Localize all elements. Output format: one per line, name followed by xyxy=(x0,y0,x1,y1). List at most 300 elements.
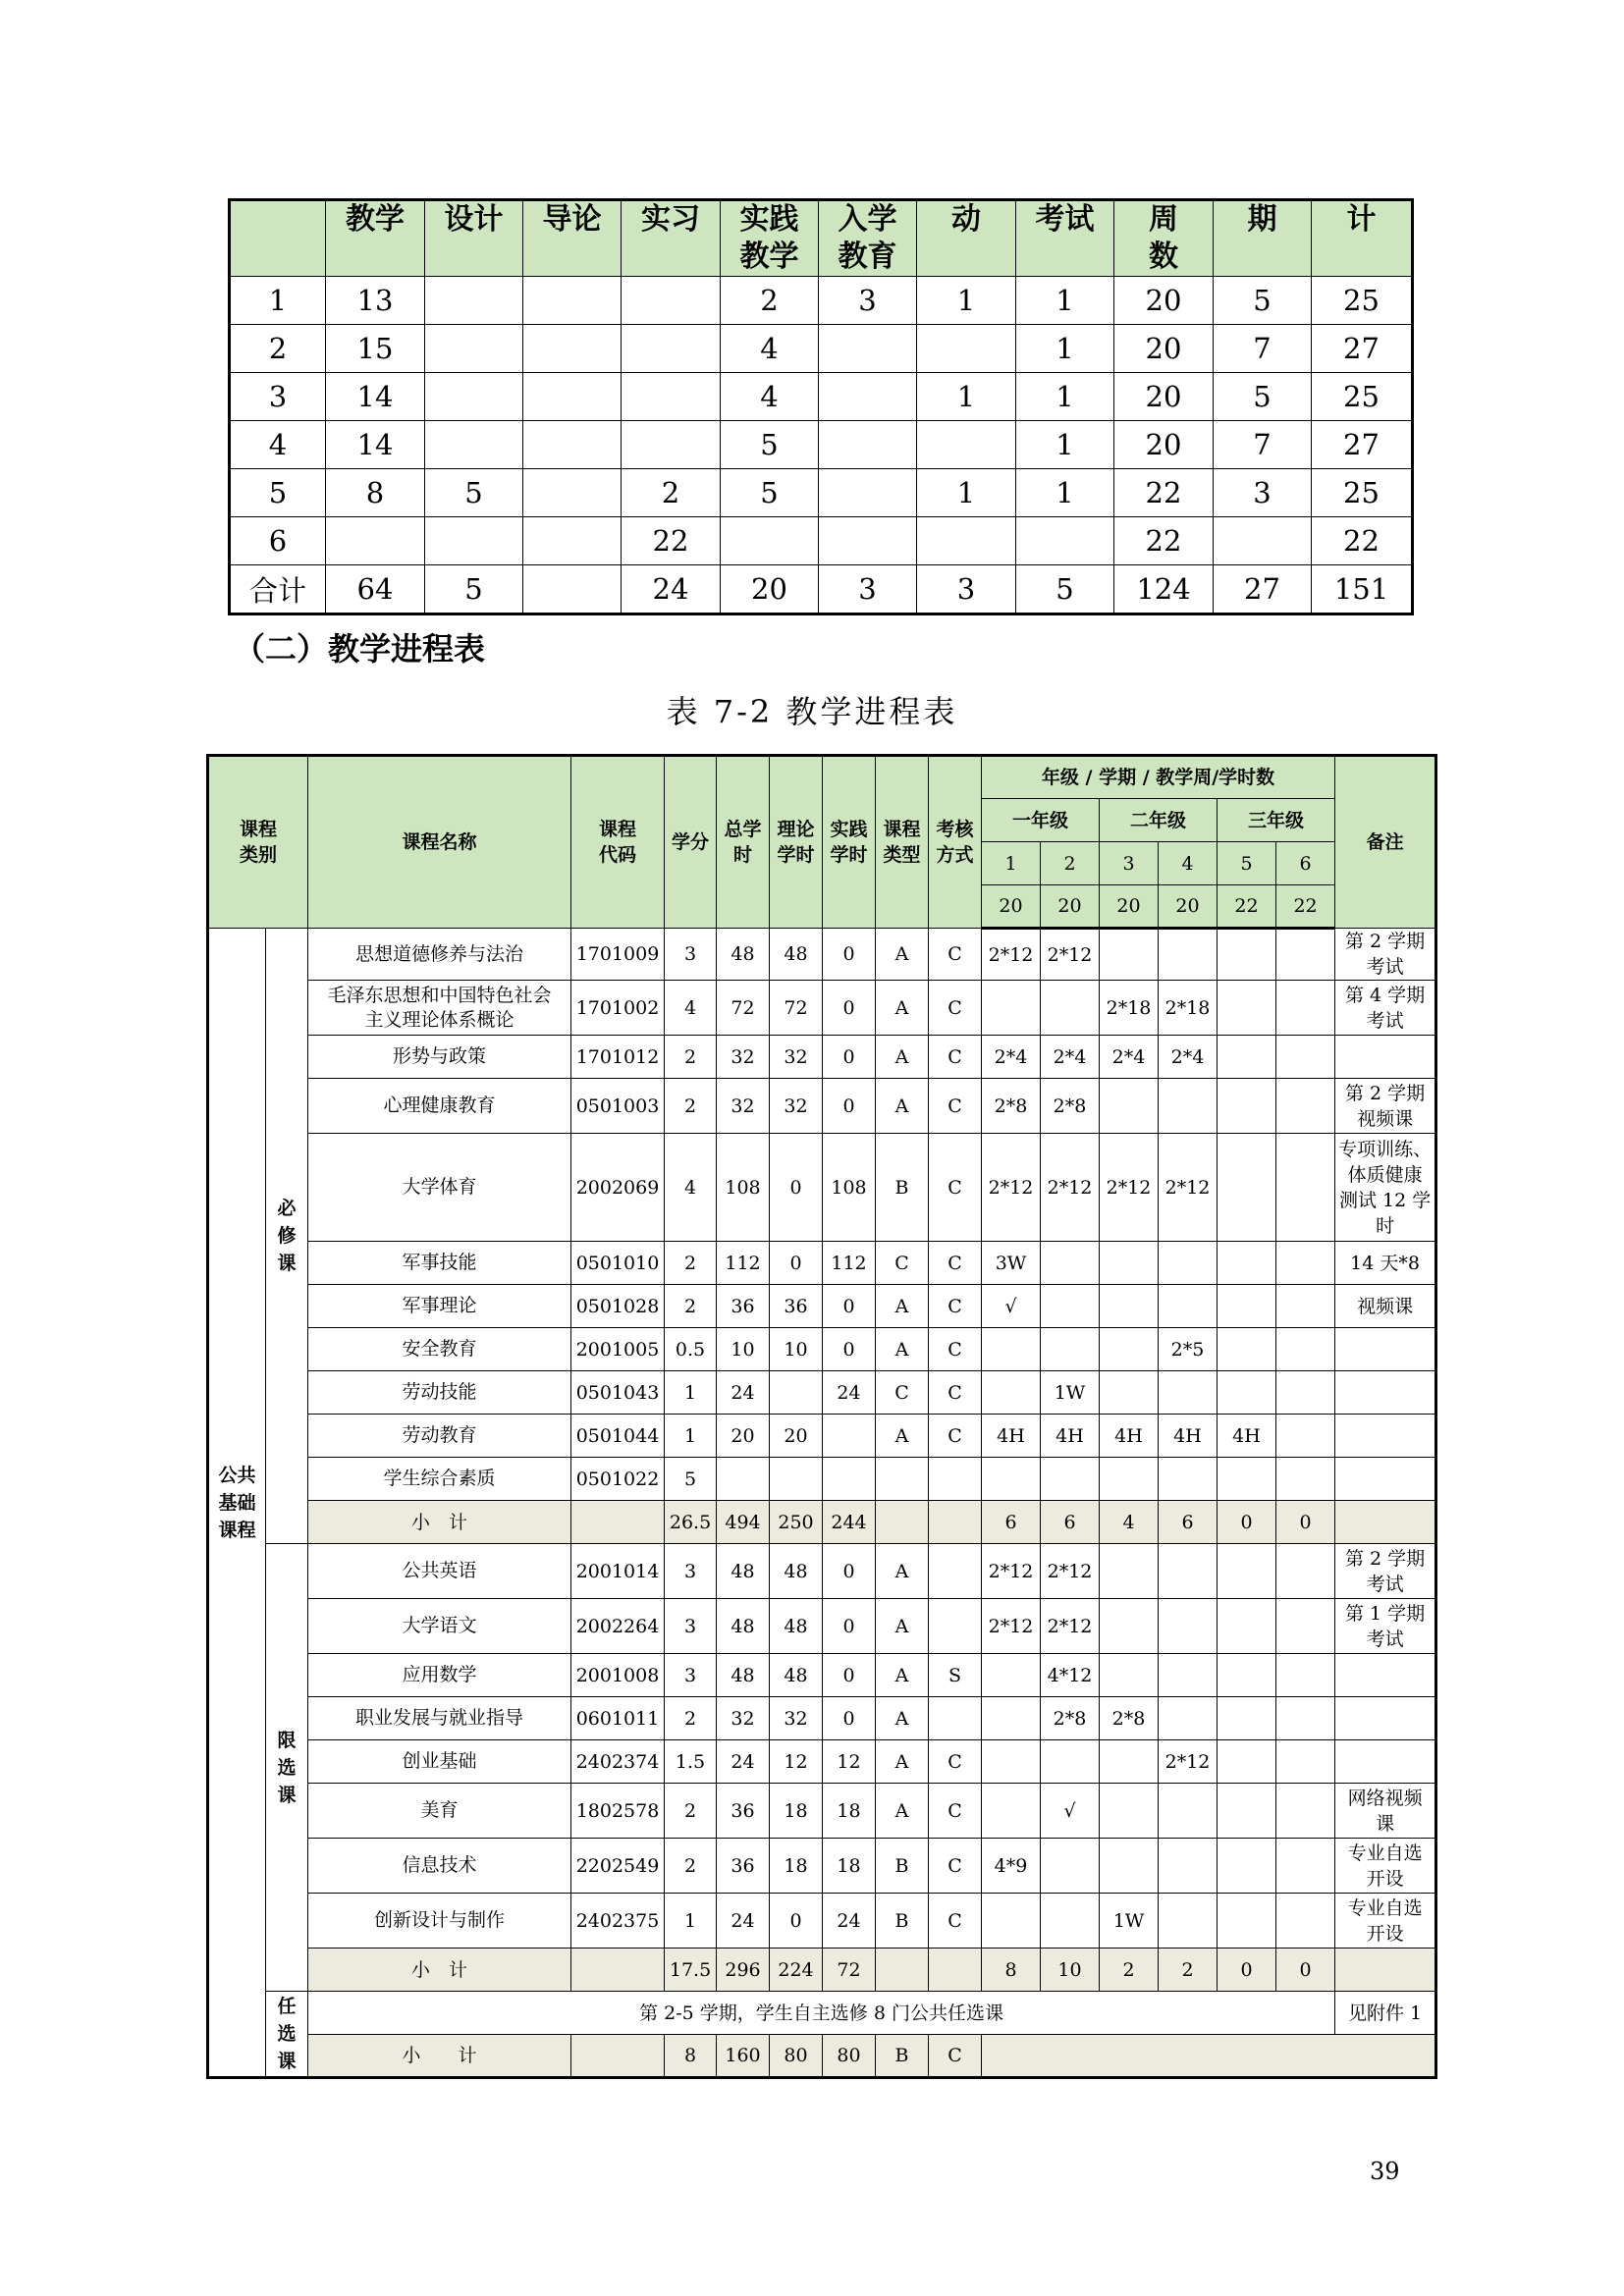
course-cell: 32 xyxy=(770,1697,823,1740)
header-weeks: 20 xyxy=(1041,885,1100,929)
subtotal-cell: 250 xyxy=(770,1501,823,1544)
course-cell: 0 xyxy=(823,1544,876,1599)
group-limited: 限 选 课 xyxy=(266,1544,308,1992)
course-cell xyxy=(929,1544,982,1599)
course-cell xyxy=(1218,1839,1276,1894)
course-cell xyxy=(1100,1599,1159,1654)
course-name: 安全教育 xyxy=(308,1328,571,1371)
course-code: 2402375 xyxy=(571,1894,665,1949)
course-row xyxy=(208,1839,1436,1894)
subtotal-cell: 296 xyxy=(717,1949,770,1992)
course-cell: A xyxy=(876,1036,929,1079)
section-heading: （二）教学进程表 xyxy=(234,630,486,667)
subtotal-cell: 6 xyxy=(1041,1501,1100,1544)
course-name: 毛泽东思想和中国特色社会 主义理论体系概论 xyxy=(308,981,571,1036)
week-table-cell: 1 xyxy=(1016,421,1114,469)
course-cell xyxy=(1276,1839,1335,1894)
course-cell xyxy=(1218,1285,1276,1328)
course-cell: A xyxy=(876,981,929,1036)
group-elective: 任 选 课 xyxy=(266,1992,308,2078)
course-cell: 2 xyxy=(665,1839,717,1894)
course-note: 第 2 学期 视频课 xyxy=(1335,1079,1436,1134)
course-cell: 2*4 xyxy=(982,1036,1041,1079)
course-cell: 48 xyxy=(770,1544,823,1599)
course-cell: C xyxy=(929,1784,982,1839)
course-note: 专业自选 开设 xyxy=(1335,1894,1436,1949)
course-cell xyxy=(1218,929,1276,981)
week-table-cell: 5 xyxy=(1016,565,1114,614)
header-semester: 2 xyxy=(1041,842,1100,885)
course-note xyxy=(1335,1740,1436,1784)
week-table-cell xyxy=(622,373,721,421)
week-table-cell: 20 xyxy=(1114,277,1214,325)
course-cell: 2*12 xyxy=(982,929,1041,981)
week-table-cell: 2 xyxy=(622,469,721,517)
course-name: 创业基础 xyxy=(308,1740,571,1784)
subtotal-cell: 224 xyxy=(770,1949,823,1992)
course-cell: 48 xyxy=(717,1544,770,1599)
course-code: 2402374 xyxy=(571,1740,665,1784)
course-cell: 0 xyxy=(770,1134,823,1242)
course-cell: A xyxy=(876,1544,929,1599)
course-cell: B xyxy=(876,1134,929,1242)
course-cell: 0.5 xyxy=(665,1328,717,1371)
week-table-cell: 14 xyxy=(326,373,425,421)
week-table-cell: 25 xyxy=(1312,277,1413,325)
course-code: 0501043 xyxy=(571,1371,665,1415)
course-cell: 2*12 xyxy=(1100,1134,1159,1242)
course-cell: 20 xyxy=(717,1415,770,1458)
course-cell: A xyxy=(876,1784,929,1839)
course-cell: 2*12 xyxy=(1041,1134,1100,1242)
course-cell: 4H xyxy=(1218,1415,1276,1458)
course-cell: 72 xyxy=(717,981,770,1036)
course-row xyxy=(208,1242,1436,1285)
course-row xyxy=(208,1458,1436,1501)
header-weeks: 20 xyxy=(1100,885,1159,929)
course-cell: 1 xyxy=(665,1415,717,1458)
course-name: 大学语文 xyxy=(308,1599,571,1654)
course-cell: 18 xyxy=(770,1784,823,1839)
course-note xyxy=(1335,1654,1436,1697)
header-year-3: 三年级 xyxy=(1218,799,1335,842)
course-cell xyxy=(1218,1599,1276,1654)
course-cell xyxy=(982,981,1041,1036)
course-cell xyxy=(982,1784,1041,1839)
course-cell: 24 xyxy=(823,1371,876,1415)
week-table-cell: 4 xyxy=(230,421,326,469)
course-note: 第 4 学期 考试 xyxy=(1335,981,1436,1036)
course-cell: C xyxy=(929,1036,982,1079)
header-credit: 学分 xyxy=(665,756,717,929)
subtotal-cell: 244 xyxy=(823,1501,876,1544)
subtotal-cell xyxy=(929,1949,982,1992)
course-cell: C xyxy=(929,1285,982,1328)
week-table-row xyxy=(230,469,1413,517)
course-cell xyxy=(717,1458,770,1501)
course-name: 职业发展与就业指导 xyxy=(308,1697,571,1740)
course-cell xyxy=(1100,1285,1159,1328)
subtotal-cell: 6 xyxy=(1159,1501,1218,1544)
subtotal-cell: 2 xyxy=(1100,1949,1159,1992)
header-weeks: 22 xyxy=(1218,885,1276,929)
course-code: 0601011 xyxy=(571,1697,665,1740)
course-cell xyxy=(1218,1134,1276,1242)
course-note xyxy=(1335,1328,1436,1371)
course-cell xyxy=(1159,1839,1218,1894)
course-row xyxy=(208,929,1436,981)
week-table-cell xyxy=(425,517,523,565)
week-table-cell: 13 xyxy=(326,277,425,325)
course-cell xyxy=(1276,981,1335,1036)
subtotal-cell xyxy=(876,1501,929,1544)
week-table-cell xyxy=(1214,517,1312,565)
header-weeks: 20 xyxy=(1159,885,1218,929)
course-note: 专业自选 开设 xyxy=(1335,1839,1436,1894)
header-category: 课程 类别 xyxy=(208,756,308,929)
course-code: 2001005 xyxy=(571,1328,665,1371)
subtotal-cell: 4 xyxy=(1100,1501,1159,1544)
course-cell: 48 xyxy=(717,929,770,981)
week-table-cell: 14 xyxy=(326,421,425,469)
subtotal-cell: 17.5 xyxy=(665,1949,717,1992)
course-cell xyxy=(1218,1328,1276,1371)
course-cell: A xyxy=(876,1654,929,1697)
course-cell: 0 xyxy=(770,1894,823,1949)
week-table-cell xyxy=(425,421,523,469)
course-cell xyxy=(1218,1894,1276,1949)
group-required: 必 修 课 xyxy=(266,929,308,1544)
course-cell xyxy=(1218,1697,1276,1740)
course-code: 0501028 xyxy=(571,1285,665,1328)
header-semester: 6 xyxy=(1276,842,1335,885)
week-table-cell: 27 xyxy=(1312,325,1413,373)
week-table-cell xyxy=(819,421,917,469)
course-cell xyxy=(1159,1285,1218,1328)
course-cell: 2*12 xyxy=(1159,1740,1218,1784)
course-cell xyxy=(1218,1458,1276,1501)
week-table-header-cell: 实践 教学 xyxy=(721,200,819,277)
course-cell: 2*8 xyxy=(1100,1697,1159,1740)
week-table-cell: 5 xyxy=(425,469,523,517)
course-cell: 4H xyxy=(1041,1415,1100,1458)
week-table-cell: 1 xyxy=(917,469,1016,517)
week-table-row xyxy=(230,277,1413,325)
header-weeks: 22 xyxy=(1276,885,1335,929)
week-table-cell: 2 xyxy=(721,277,819,325)
course-cell: A xyxy=(876,1415,929,1458)
course-cell xyxy=(1100,1242,1159,1285)
course-cell xyxy=(876,1458,929,1501)
course-cell xyxy=(1041,1894,1100,1949)
course-cell: 2*12 xyxy=(1041,1544,1100,1599)
course-note: 专项训练、 体质健康 测试 12 学 时 xyxy=(1335,1134,1436,1242)
subtotal-cell xyxy=(571,1501,665,1544)
course-cell xyxy=(1218,1242,1276,1285)
course-cell xyxy=(929,1599,982,1654)
week-table-cell xyxy=(721,517,819,565)
subtotal-cell: 0 xyxy=(1218,1949,1276,1992)
course-cell xyxy=(1276,929,1335,981)
course-name: 劳动技能 xyxy=(308,1371,571,1415)
week-table-cell: 1 xyxy=(1016,277,1114,325)
course-cell xyxy=(1100,1839,1159,1894)
course-cell xyxy=(982,1371,1041,1415)
course-cell xyxy=(1276,1079,1335,1134)
course-cell xyxy=(1100,1079,1159,1134)
course-cell: 2 xyxy=(665,1697,717,1740)
subtotal-cell: 494 xyxy=(717,1501,770,1544)
course-cell xyxy=(1276,1697,1335,1740)
course-name: 心理健康教育 xyxy=(308,1079,571,1134)
week-table-cell: 151 xyxy=(1312,565,1413,614)
course-cell: 48 xyxy=(717,1654,770,1697)
course-cell: 2*4 xyxy=(1041,1036,1100,1079)
course-cell xyxy=(1159,1654,1218,1697)
course-cell xyxy=(1100,1371,1159,1415)
week-table-cell xyxy=(523,565,622,614)
course-cell xyxy=(1218,1079,1276,1134)
page-number: 39 xyxy=(1370,2158,1400,2185)
course-cell: 2*12 xyxy=(1159,1134,1218,1242)
week-table-cell xyxy=(622,277,721,325)
course-cell xyxy=(1159,1458,1218,1501)
course-cell: A xyxy=(876,1079,929,1134)
course-cell: 4 xyxy=(665,981,717,1036)
course-cell: 12 xyxy=(823,1740,876,1784)
course-cell: 0 xyxy=(823,1285,876,1328)
course-cell: 4H xyxy=(1159,1415,1218,1458)
course-cell: 32 xyxy=(717,1079,770,1134)
week-table-cell: 6 xyxy=(230,517,326,565)
week-table-cell: 5 xyxy=(1214,373,1312,421)
course-cell: 2*18 xyxy=(1100,981,1159,1036)
course-cell: 3 xyxy=(665,1654,717,1697)
course-cell xyxy=(1276,1285,1335,1328)
course-cell: 0 xyxy=(823,1697,876,1740)
course-cell: 32 xyxy=(717,1697,770,1740)
week-table-cell: 25 xyxy=(1312,469,1413,517)
course-cell: 2*12 xyxy=(982,1599,1041,1654)
course-cell xyxy=(1100,1784,1159,1839)
course-cell xyxy=(1276,1458,1335,1501)
week-table-cell: 22 xyxy=(622,517,721,565)
course-cell: 32 xyxy=(770,1079,823,1134)
week-table-cell: 4 xyxy=(721,325,819,373)
course-cell xyxy=(929,1458,982,1501)
course-cell xyxy=(1159,929,1218,981)
course-cell: 1W xyxy=(1041,1371,1100,1415)
course-cell: 32 xyxy=(770,1036,823,1079)
course-cell: √ xyxy=(982,1285,1041,1328)
week-table-cell: 1 xyxy=(1016,325,1114,373)
week-table-cell: 20 xyxy=(1114,325,1214,373)
course-cell: 2*18 xyxy=(1159,981,1218,1036)
week-table-cell: 4 xyxy=(721,373,819,421)
course-cell: A xyxy=(876,1285,929,1328)
course-cell: C xyxy=(929,1839,982,1894)
course-cell: 36 xyxy=(717,1839,770,1894)
course-cell: 108 xyxy=(823,1134,876,1242)
course-cell: C xyxy=(929,1079,982,1134)
course-cell: 3 xyxy=(665,1544,717,1599)
subtotal-cell: 0 xyxy=(1276,1501,1335,1544)
course-code: 1701012 xyxy=(571,1036,665,1079)
week-table-cell xyxy=(523,421,622,469)
week-table-cell: 3 xyxy=(230,373,326,421)
course-code: 1701002 xyxy=(571,981,665,1036)
course-cell: 2*12 xyxy=(982,1544,1041,1599)
course-cell xyxy=(1041,1740,1100,1784)
course-code: 2001014 xyxy=(571,1544,665,1599)
course-cell: 2*4 xyxy=(1159,1036,1218,1079)
week-table-header-cell: 动 xyxy=(917,200,1016,277)
course-code: 0501044 xyxy=(571,1415,665,1458)
course-cell: B xyxy=(876,1839,929,1894)
course-cell: C xyxy=(929,1371,982,1415)
course-cell xyxy=(1276,1599,1335,1654)
week-table-cell xyxy=(819,373,917,421)
subtotal-cell xyxy=(929,1501,982,1544)
course-name: 军事理论 xyxy=(308,1285,571,1328)
header-year-1: 一年级 xyxy=(982,799,1100,842)
week-table-row xyxy=(230,565,1413,614)
subtotal-cell: 80 xyxy=(770,2035,823,2078)
course-code: 0501022 xyxy=(571,1458,665,1501)
course-cell: 0 xyxy=(823,1599,876,1654)
course-cell: 24 xyxy=(717,1740,770,1784)
course-cell: C xyxy=(876,1371,929,1415)
course-cell xyxy=(1100,1328,1159,1371)
course-note: 第 2 学期 考试 xyxy=(1335,1544,1436,1599)
subtotal-cell: 小 计 xyxy=(308,1949,571,1992)
course-name: 大学体育 xyxy=(308,1134,571,1242)
course-cell: 24 xyxy=(717,1371,770,1415)
subtotal-cell xyxy=(1335,1501,1436,1544)
course-cell xyxy=(1276,1242,1335,1285)
course-cell: 10 xyxy=(717,1328,770,1371)
week-table-cell xyxy=(819,517,917,565)
week-table-header-cell xyxy=(230,200,326,277)
course-cell: B xyxy=(876,1894,929,1949)
course-name: 军事技能 xyxy=(308,1242,571,1285)
course-code: 2001008 xyxy=(571,1654,665,1697)
course-cell: 3 xyxy=(665,929,717,981)
course-note: 14 天*8 xyxy=(1335,1242,1436,1285)
subtotal-cell xyxy=(1335,1949,1436,1992)
week-table-cell: 1 xyxy=(917,277,1016,325)
course-name: 应用数学 xyxy=(308,1654,571,1697)
course-row xyxy=(208,1544,1436,1599)
course-cell xyxy=(1159,1079,1218,1134)
course-row xyxy=(208,1079,1436,1134)
course-note: 第 1 学期 考试 xyxy=(1335,1599,1436,1654)
course-cell: C xyxy=(929,1415,982,1458)
week-table-cell: 27 xyxy=(1312,421,1413,469)
week-table-cell: 5 xyxy=(721,469,819,517)
course-cell: 5 xyxy=(665,1458,717,1501)
course-cell: 2*12 xyxy=(1041,929,1100,981)
header-course-code: 课程 代码 xyxy=(571,756,665,929)
header-weeks: 20 xyxy=(982,885,1041,929)
week-table-cell: 8 xyxy=(326,469,425,517)
course-cell: 2 xyxy=(665,1036,717,1079)
course-cell xyxy=(1159,1242,1218,1285)
course-cell: 2*5 xyxy=(1159,1328,1218,1371)
course-row xyxy=(208,1740,1436,1784)
course-cell: 32 xyxy=(717,1036,770,1079)
course-cell: 0 xyxy=(823,1036,876,1079)
header-course-type: 课程 类型 xyxy=(876,756,929,929)
course-cell xyxy=(1218,1740,1276,1784)
course-cell: 0 xyxy=(823,1079,876,1134)
subtotal-cell xyxy=(571,1949,665,1992)
course-cell: 4*9 xyxy=(982,1839,1041,1894)
subtotal-cell: B xyxy=(876,2035,929,2078)
week-table-cell: 合计 xyxy=(230,565,326,614)
week-table-header-row xyxy=(230,200,1413,277)
course-cell: C xyxy=(929,981,982,1036)
week-table-cell: 1 xyxy=(1016,373,1114,421)
subtotal-row xyxy=(208,1501,1436,1544)
course-cell: 2*8 xyxy=(1041,1697,1100,1740)
subtotal-cell: 0 xyxy=(1218,1501,1276,1544)
week-table-cell: 5 xyxy=(721,421,819,469)
week-table-cell: 15 xyxy=(326,325,425,373)
subtotal-cell: 小 计 xyxy=(308,2035,571,2078)
course-cell: 1 xyxy=(665,1894,717,1949)
course-cell: 2 xyxy=(665,1079,717,1134)
course-code: 2202549 xyxy=(571,1839,665,1894)
course-cell xyxy=(1218,981,1276,1036)
course-name: 美育 xyxy=(308,1784,571,1839)
week-table-cell: 22 xyxy=(1312,517,1413,565)
course-cell xyxy=(929,1697,982,1740)
week-table-cell: 20 xyxy=(721,565,819,614)
table-caption: 表 7-2 教学进程表 xyxy=(666,693,958,730)
course-cell: 1 xyxy=(665,1371,717,1415)
course-cell xyxy=(823,1415,876,1458)
course-note xyxy=(1335,1371,1436,1415)
week-table-cell: 64 xyxy=(326,565,425,614)
week-table-cell: 3 xyxy=(1214,469,1312,517)
course-cell: 112 xyxy=(717,1242,770,1285)
week-table-cell: 1 xyxy=(1016,469,1114,517)
week-table-cell xyxy=(523,469,622,517)
subtotal-cell: 10 xyxy=(1041,1949,1100,1992)
course-cell xyxy=(1100,1544,1159,1599)
course-note: 网络视频 课 xyxy=(1335,1784,1436,1839)
course-note: 第 2 学期 考试 xyxy=(1335,929,1436,981)
week-table-header-cell: 导论 xyxy=(523,200,622,277)
course-cell: A xyxy=(876,929,929,981)
week-table-cell xyxy=(622,325,721,373)
course-cell: 112 xyxy=(823,1242,876,1285)
header-semester: 4 xyxy=(1159,842,1218,885)
course-cell: 2*8 xyxy=(1041,1079,1100,1134)
course-cell: 20 xyxy=(770,1415,823,1458)
course-cell: S xyxy=(929,1654,982,1697)
subtotal-cell: 8 xyxy=(982,1949,1041,1992)
course-cell: 12 xyxy=(770,1740,823,1784)
course-cell: 36 xyxy=(717,1784,770,1839)
course-cell: A xyxy=(876,1740,929,1784)
week-table-cell xyxy=(425,325,523,373)
course-cell: 0 xyxy=(823,1328,876,1371)
course-cell xyxy=(1159,1894,1218,1949)
week-table-cell: 7 xyxy=(1214,421,1312,469)
course-cell: 4*12 xyxy=(1041,1654,1100,1697)
